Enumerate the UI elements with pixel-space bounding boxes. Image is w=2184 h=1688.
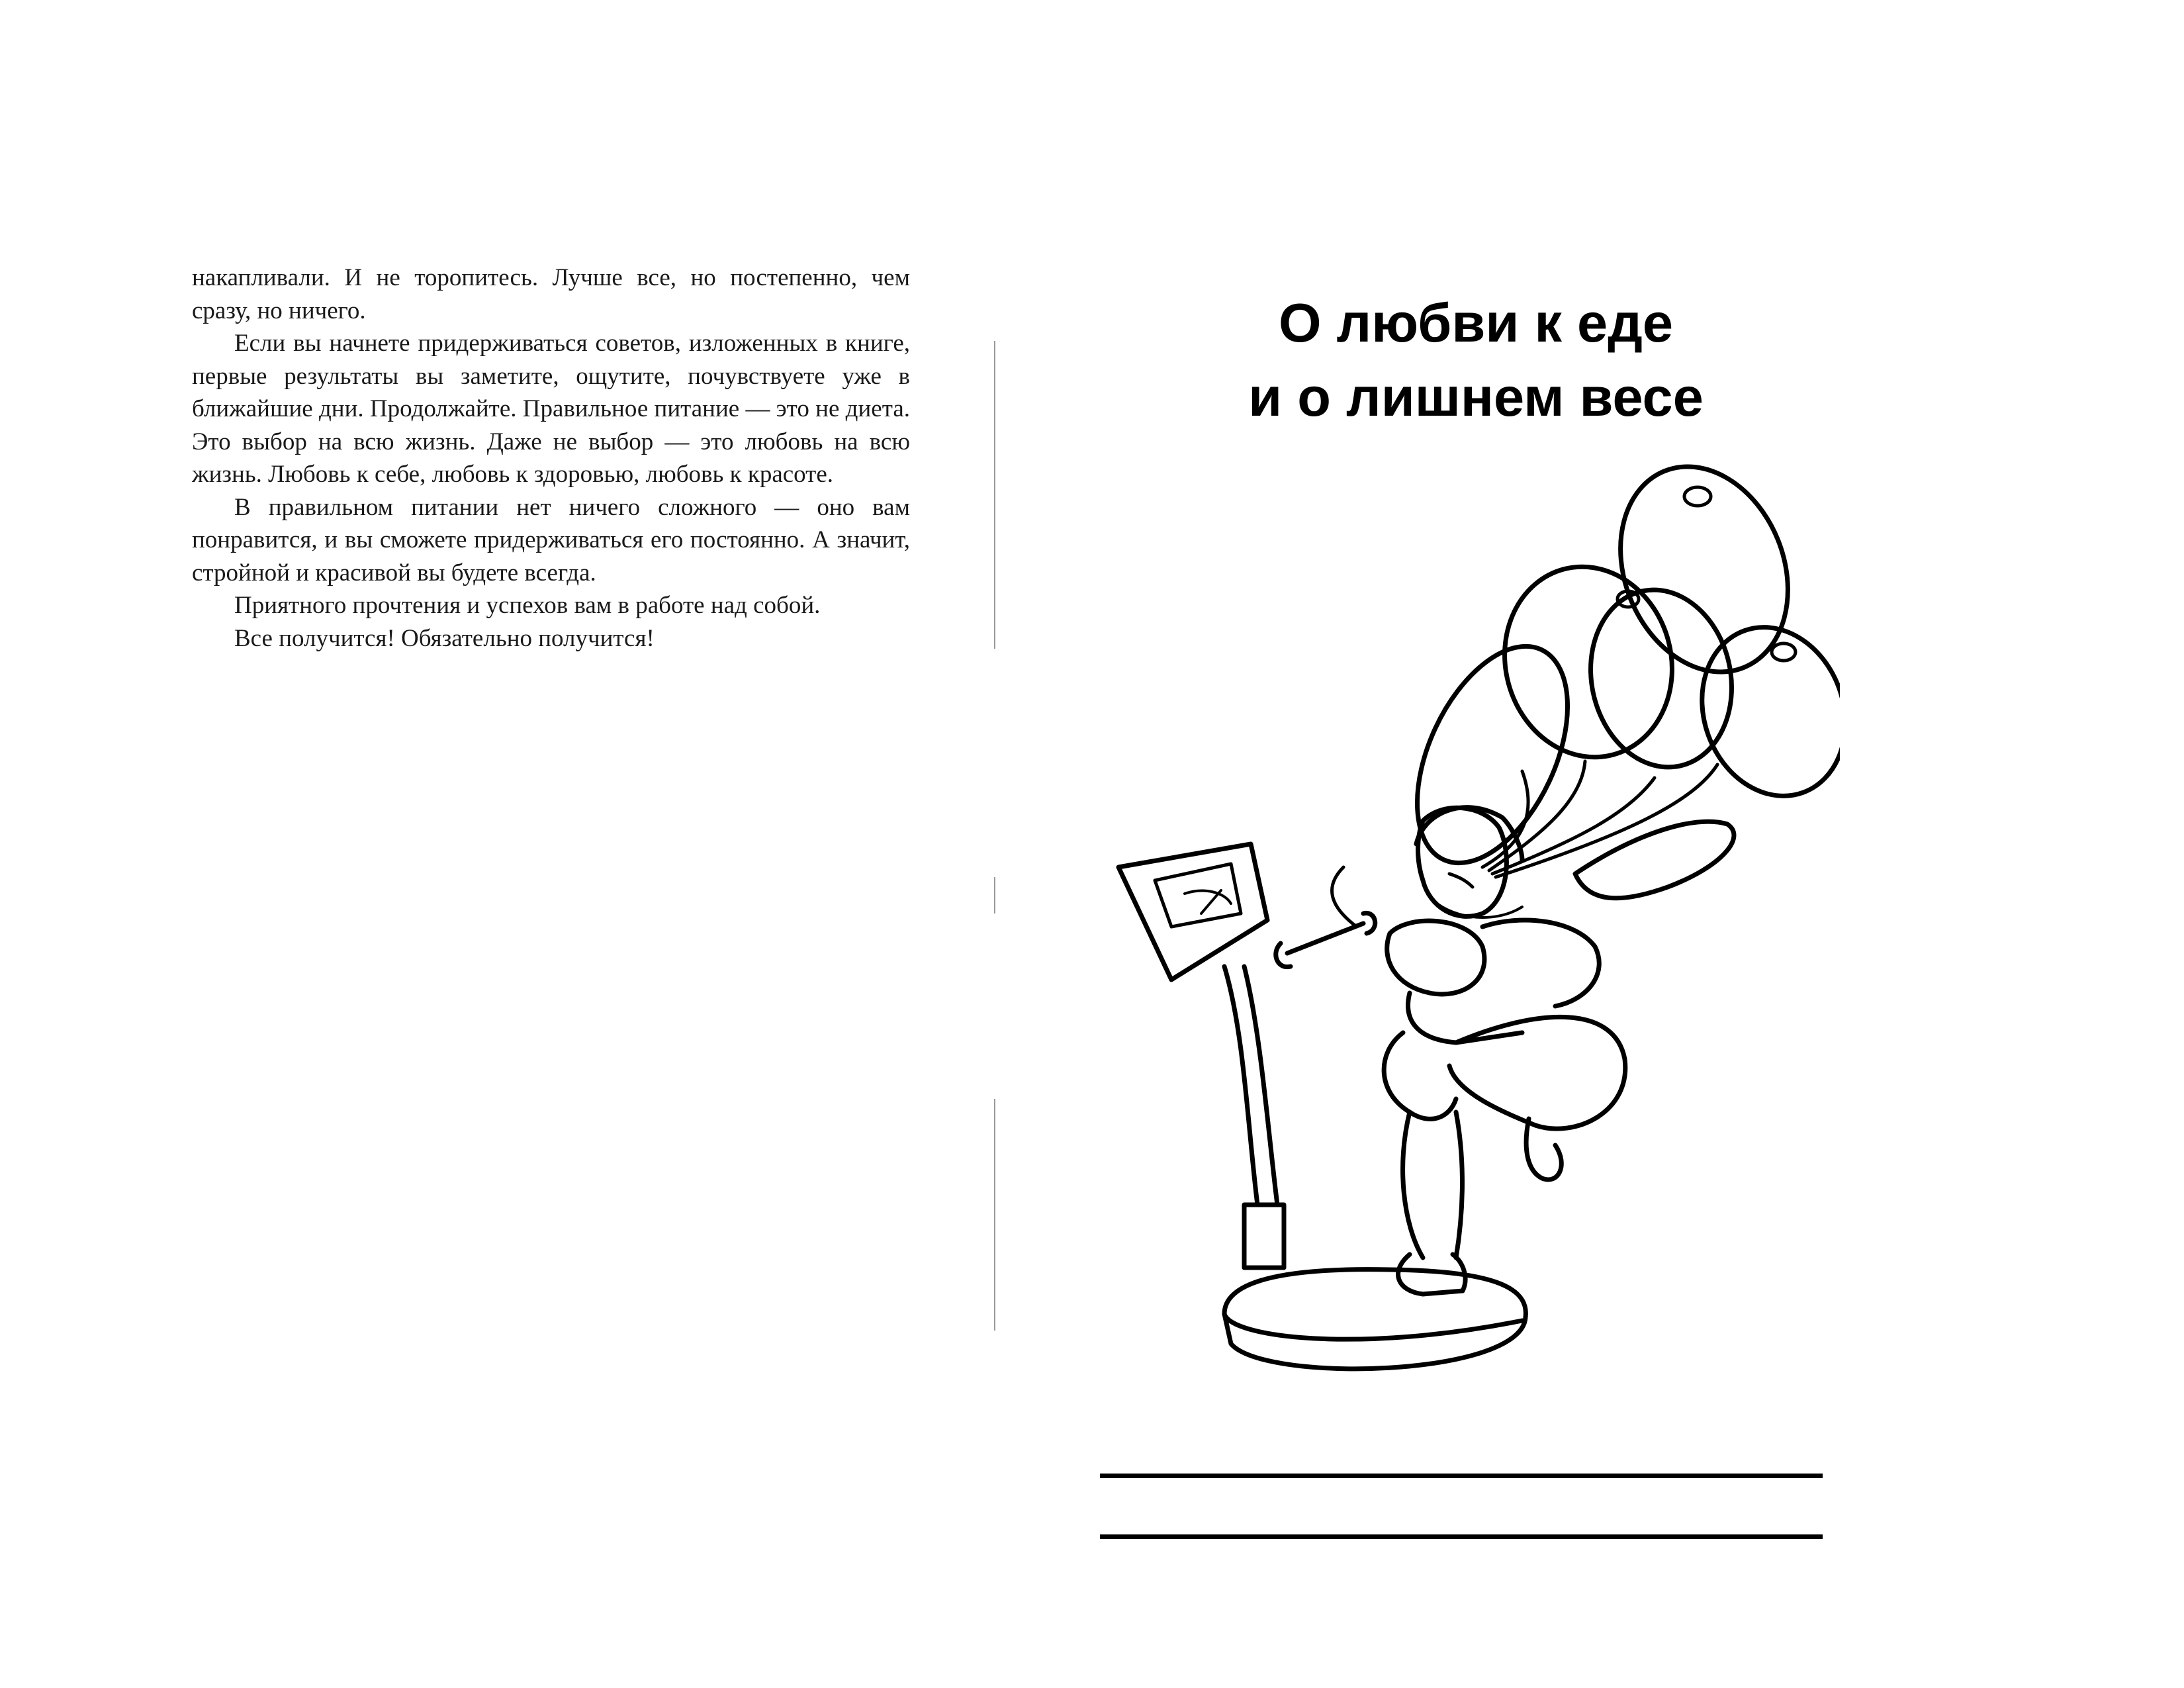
paragraph-1: накапливали. И не торопитесь. Лучше все, но постепенно, чем сразу, но ничего. [192,264,910,324]
scale-dial [1118,844,1284,1268]
woman-figure [1276,808,1625,1294]
balloons [1387,457,1840,886]
bone [1276,913,1375,966]
balloon [1574,577,1748,780]
chapter-title-line-1: О любви к еде [1278,292,1674,353]
body-text [192,261,910,655]
balloon [1484,548,1694,776]
chapter-title [1118,286,1833,434]
signature-line [1100,1534,1823,1539]
left-page [0,0,993,1688]
baguette [1575,821,1734,898]
paragraph-2: Если вы начнете придерживаться советов, изложенных в книге, первые результаты вы заметите, ощутите, почувствуете уже в ближайшие дни. Продолжайте. Правильное питание — это не диета. Это выбор на всю жизнь. Даже не выбор — это любовь на всю жизнь. Любовь к себе, любовь к здоровью, любовь к красоте. [192,330,910,488]
paragraph-5: Все получится! Обязательно получится! [234,624,655,652]
signature-line [1100,1474,1823,1478]
paragraph-3: В правильном питании нет ничего сложного — оно вам понравится, и вы сможете придерживаться его постоянно. А значит, стройной и красивой вы будете всегда. [192,493,910,586]
balloon [1679,607,1840,816]
woman-on-scale-illustration [1112,457,1840,1410]
paragraph-4: Приятного прочтения и успехов вам в работе над собой. [234,592,821,619]
scale-platform [1224,1270,1525,1369]
chapter-title-line-2: и о лишнем весе [1248,366,1704,428]
